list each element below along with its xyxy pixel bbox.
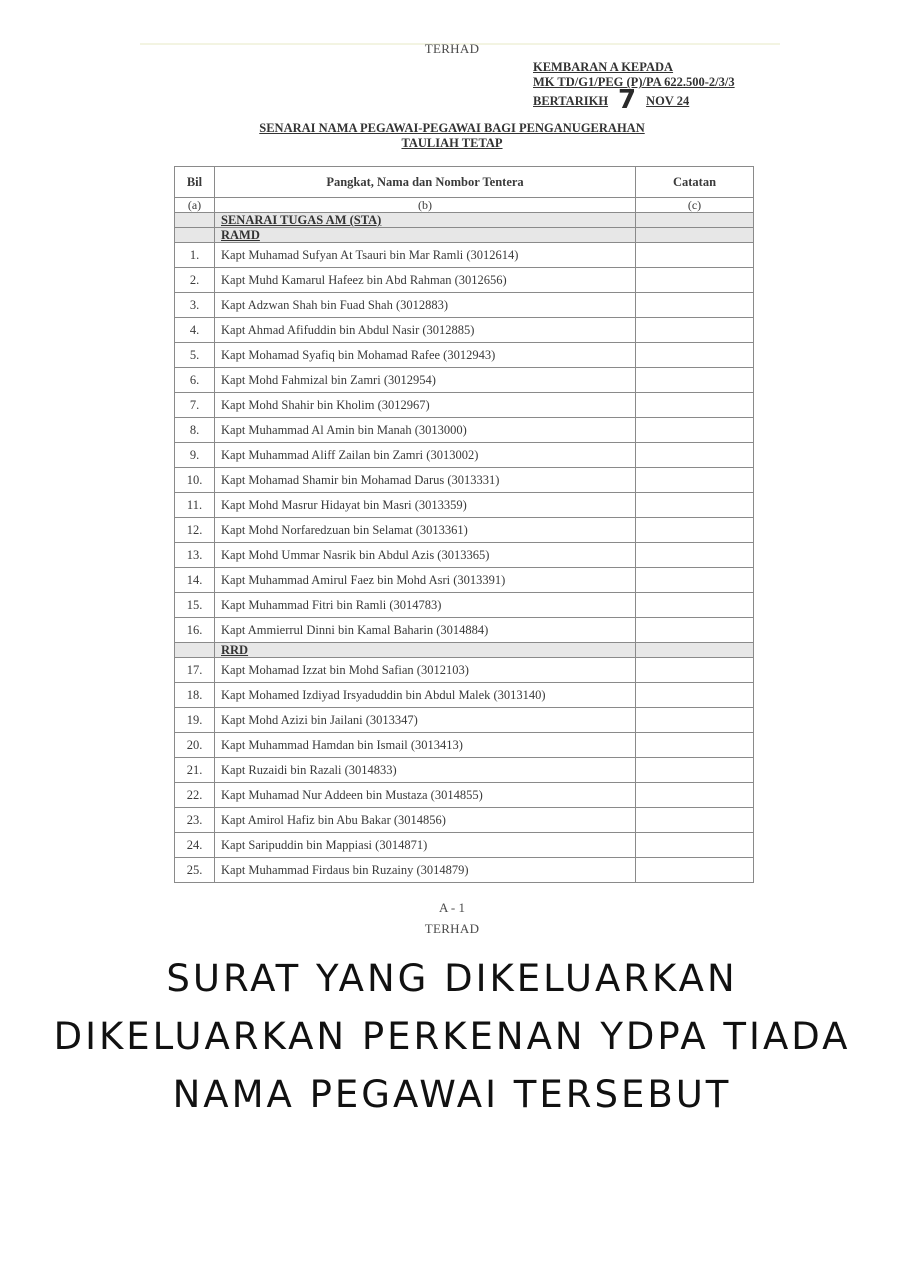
officer-name: Kapt Muhammad Fitri bin Ramli (3014783) xyxy=(215,593,636,618)
row-note xyxy=(636,833,754,858)
officer-name: Kapt Muhd Kamarul Hafeez bin Abd Rahman (3012656) xyxy=(215,268,636,293)
officer-name: Kapt Mohamed Izdiyad Irsyaduddin bin Abdul Malek (3013140) xyxy=(215,683,636,708)
table-row xyxy=(175,658,754,683)
row-number: 9. xyxy=(175,443,215,468)
group-spacer xyxy=(636,643,754,658)
subheader-note: (c) xyxy=(636,198,754,213)
officer-name: Kapt Muhammad Amirul Faez bin Mohd Asri (3013391) xyxy=(215,568,636,593)
row-number: 24. xyxy=(175,833,215,858)
row-number: 11. xyxy=(175,493,215,518)
officer-name: Kapt Mohamad Syafiq bin Mohamad Rafee (3012943) xyxy=(215,343,636,368)
officer-name: Kapt Amirol Hafiz bin Abu Bakar (3014856) xyxy=(215,808,636,833)
row-number: 4. xyxy=(175,318,215,343)
row-number: 3. xyxy=(175,293,215,318)
group-spacer xyxy=(175,643,215,658)
handwritten-caption xyxy=(0,950,904,1124)
row-note xyxy=(636,858,754,883)
row-note xyxy=(636,443,754,468)
title-line-1: SENARAI NAMA PEGAWAI-PEGAWAI BAGI PENGANUGERAHAN xyxy=(259,121,645,135)
row-note xyxy=(636,658,754,683)
officer-name: Kapt Saripuddin bin Mappiasi (3014871) xyxy=(215,833,636,858)
group-row xyxy=(175,228,754,243)
caption-line-1: SURAT YANG DIKELUARKAN xyxy=(166,957,738,1000)
row-note xyxy=(636,468,754,493)
officer-name: Kapt Muhammad Al Amin bin Manah (3013000) xyxy=(215,418,636,443)
officer-name: Kapt Muhamad Nur Addeen bin Mustaza (3014855) xyxy=(215,783,636,808)
table-row xyxy=(175,758,754,783)
row-note xyxy=(636,493,754,518)
table-row xyxy=(175,683,754,708)
row-note xyxy=(636,618,754,643)
group-label: RAMD xyxy=(215,228,636,243)
row-note xyxy=(636,243,754,268)
row-note xyxy=(636,683,754,708)
officer-name: Kapt Muhammad Firdaus bin Ruzainy (3014879) xyxy=(215,858,636,883)
row-number: 25. xyxy=(175,858,215,883)
table-row xyxy=(175,418,754,443)
row-number: 23. xyxy=(175,808,215,833)
officer-name: Kapt Mohamad Izzat bin Mohd Safian (3012103) xyxy=(215,658,636,683)
header-name: Pangkat, Nama dan Nombor Tentera xyxy=(215,167,636,198)
row-note xyxy=(636,343,754,368)
row-number: 17. xyxy=(175,658,215,683)
row-number: 22. xyxy=(175,783,215,808)
document-title xyxy=(0,121,904,151)
row-note xyxy=(636,808,754,833)
officer-name: Kapt Muhammad Aliff Zailan bin Zamri (3013002) xyxy=(215,443,636,468)
table-row xyxy=(175,368,754,393)
table-row xyxy=(175,833,754,858)
table-row xyxy=(175,568,754,593)
table-row xyxy=(175,708,754,733)
officer-name: Kapt Mohd Shahir bin Kholim (3012967) xyxy=(215,393,636,418)
section-spacer xyxy=(175,213,215,228)
subheader-name: (b) xyxy=(215,198,636,213)
row-note xyxy=(636,318,754,343)
date-rest: NOV 24 xyxy=(646,94,690,108)
officer-name: Kapt Ruzaidi bin Razali (3014833) xyxy=(215,758,636,783)
handwritten-day: 7 xyxy=(618,85,637,115)
reference-block xyxy=(533,60,735,115)
table-header-row xyxy=(175,167,754,198)
officer-name: Kapt Adzwan Shah bin Fuad Shah (3012883) xyxy=(215,293,636,318)
subheader-bil: (a) xyxy=(175,198,215,213)
row-note xyxy=(636,368,754,393)
table-row xyxy=(175,783,754,808)
row-number: 2. xyxy=(175,268,215,293)
reference-line-2: MK TD/G1/PEG (P)/PA 622.500-2/3/3 xyxy=(533,75,735,89)
table-row xyxy=(175,493,754,518)
table-row xyxy=(175,593,754,618)
reference-date xyxy=(533,85,735,115)
row-number: 12. xyxy=(175,518,215,543)
officer-name: Kapt Muhamad Sufyan At Tsauri bin Mar Ramli (3012614) xyxy=(215,243,636,268)
officer-name: Kapt Mohd Norfaredzuan bin Selamat (3013361) xyxy=(215,518,636,543)
section-spacer xyxy=(636,213,754,228)
row-number: 18. xyxy=(175,683,215,708)
officer-name: Kapt Mohd Masrur Hidayat bin Masri (3013359) xyxy=(215,493,636,518)
row-note xyxy=(636,268,754,293)
classification-top: TERHAD xyxy=(424,41,480,56)
row-note xyxy=(636,418,754,443)
row-note xyxy=(636,593,754,618)
row-note xyxy=(636,733,754,758)
table-row xyxy=(175,318,754,343)
row-number: 19. xyxy=(175,708,215,733)
row-note xyxy=(636,543,754,568)
row-note xyxy=(636,393,754,418)
row-number: 6. xyxy=(175,368,215,393)
officer-name: Kapt Mohd Azizi bin Jailani (3013347) xyxy=(215,708,636,733)
date-label: BERTARIKH xyxy=(533,94,609,108)
row-number: 1. xyxy=(175,243,215,268)
group-row xyxy=(175,643,754,658)
group-spacer xyxy=(636,228,754,243)
row-number: 8. xyxy=(175,418,215,443)
table-subheader-row xyxy=(175,198,754,213)
officer-name: Kapt Ammierrul Dinni bin Kamal Baharin (3014884) xyxy=(215,618,636,643)
row-number: 20. xyxy=(175,733,215,758)
section-row xyxy=(175,213,754,228)
group-label: RRD xyxy=(215,643,636,658)
section-label: SENARAI TUGAS AM (STA) xyxy=(215,213,636,228)
group-spacer xyxy=(175,228,215,243)
table-row xyxy=(175,343,754,368)
row-number: 21. xyxy=(175,758,215,783)
row-note xyxy=(636,783,754,808)
row-number: 16. xyxy=(175,618,215,643)
officer-name: Kapt Ahmad Afifuddin bin Abdul Nasir (3012885) xyxy=(215,318,636,343)
row-number: 13. xyxy=(175,543,215,568)
table-row xyxy=(175,243,754,268)
title-line-2: TAULIAH TETAP xyxy=(401,136,503,150)
row-note xyxy=(636,708,754,733)
row-number: 15. xyxy=(175,593,215,618)
table-row xyxy=(175,443,754,468)
table-row xyxy=(175,858,754,883)
table-row xyxy=(175,808,754,833)
table-row xyxy=(175,268,754,293)
officer-name: Kapt Muhammad Hamdan bin Ismail (3013413) xyxy=(215,733,636,758)
page-number: A - 1 xyxy=(439,900,465,915)
header-note: Catatan xyxy=(636,167,754,198)
row-number: 10. xyxy=(175,468,215,493)
table-row xyxy=(175,543,754,568)
row-note xyxy=(636,293,754,318)
table-row xyxy=(175,733,754,758)
table-row xyxy=(175,618,754,643)
caption-line-2: DIKELUARKAN PERKENAN YDPA TIADA xyxy=(53,1015,851,1058)
officer-name: Kapt Mohd Ummar Nasrik bin Abdul Azis (3013365) xyxy=(215,543,636,568)
classification-bottom: TERHAD xyxy=(424,921,480,936)
table-row xyxy=(175,518,754,543)
reference-line-1: KEMBARAN A KEPADA xyxy=(533,60,674,74)
officer-table xyxy=(174,166,754,883)
row-note xyxy=(636,758,754,783)
row-note xyxy=(636,518,754,543)
row-number: 5. xyxy=(175,343,215,368)
caption-line-3: NAMA PEGAWAI TERSEBUT xyxy=(172,1073,732,1116)
row-note xyxy=(636,568,754,593)
row-number: 14. xyxy=(175,568,215,593)
table-row xyxy=(175,468,754,493)
officer-name: Kapt Mohamad Shamir bin Mohamad Darus (3013331) xyxy=(215,468,636,493)
row-number: 7. xyxy=(175,393,215,418)
header-bil: Bil xyxy=(175,167,215,198)
officer-name: Kapt Mohd Fahmizal bin Zamri (3012954) xyxy=(215,368,636,393)
table-row xyxy=(175,393,754,418)
table-row xyxy=(175,293,754,318)
